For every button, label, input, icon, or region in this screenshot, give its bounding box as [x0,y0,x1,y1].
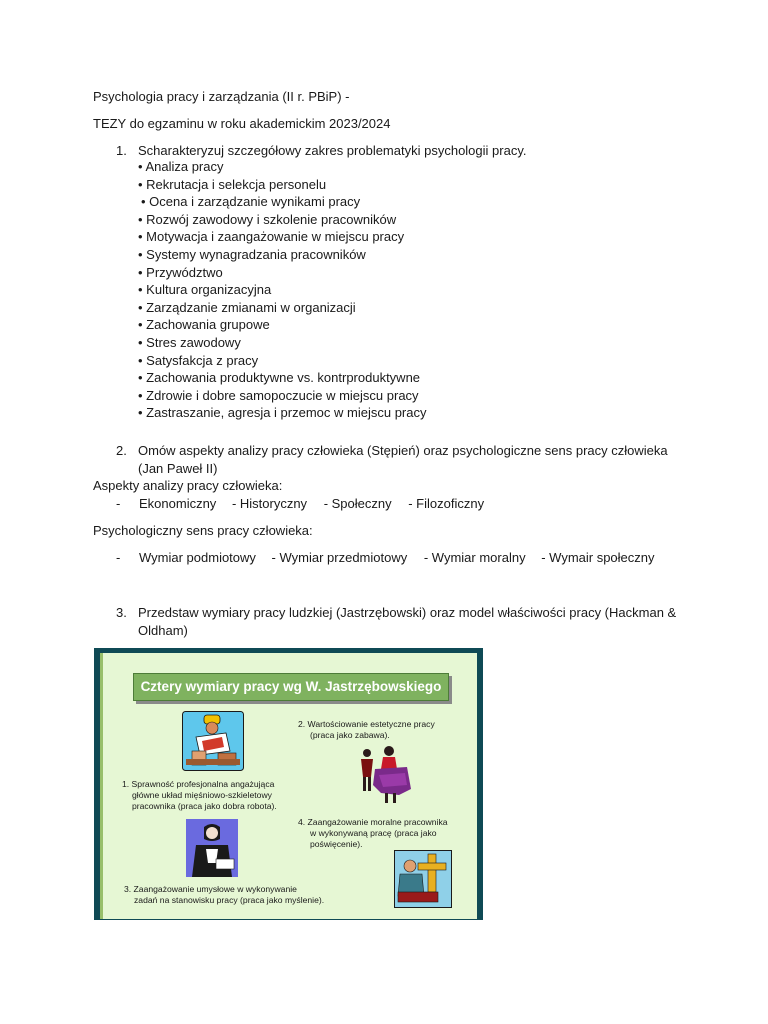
list-item: • Motywacja i zaangażowanie w miejscu pracy [138,229,405,245]
list-item: • Kultura organizacyjna [138,282,272,298]
aspect-item: - Filozoficzny [408,496,485,511]
aspect-item: - Społeczny [323,496,392,511]
figure-side-stripe [100,653,103,919]
question-3-line-1: Przedstaw wymiary pracy ludzkiej (Jastrzębowski) oraz model właściwości pracy (Hackman & [138,605,677,620]
thinker-clipart-icon [186,819,238,877]
list-item: • Stres zawodowy [138,334,241,350]
sense-heading: Psychologiczny sens pracy człowieka: [93,523,313,538]
jastrzebowski-figure [94,648,483,920]
figure-dimension-4-line: poświęcenie). [310,838,363,849]
figure-dimension-2-line: (praca jako zabawa). [310,729,390,740]
figure-dimension-1 [122,779,277,811]
list-item: • Rekrutacja i selekcja personelu [138,176,327,192]
question-1-text: Scharakteryzuj szczegółowy zakres problematyki psychologii pracy. [138,143,527,158]
aspects-row [139,495,484,513]
list-item: • Rozwój zawodowy i szkolenie pracowników [138,211,397,227]
question-1-bullet-list [138,158,426,422]
figure-dimension-4-line: w wykonywaną pracę (praca jako [310,827,437,838]
dancers-clipart-icon [355,745,415,807]
sense-item: - Wymiar moralny [423,550,526,565]
figure-dimension-1-line: pracownika (praca jako dobra robota). [132,800,277,811]
figure-dimension-3 [124,884,324,906]
figure-dimension-4-line: 4. Zaangażowanie moralne pracownika [298,817,448,827]
list-item: • Ocena i zarządzanie wynikami pracy [141,194,361,210]
question-3-line-2: Oldham) [138,623,188,638]
sense-item: - Wymair społeczny [541,550,655,565]
figure-slide [100,653,477,919]
aspect-item: Ekonomiczny [139,496,217,511]
list-item: • Zachowania produktywne vs. kontrproduktywne [138,370,421,386]
list-item: • Zastraszanie, agresja i przemoc w miejscu pracy [138,405,427,421]
question-2-line-2: (Jan Paweł II) [138,461,218,476]
aspects-heading: Aspekty analizy pracy człowieka: [93,478,283,493]
worker-clipart-icon [182,711,244,771]
document-subtitle: TEZY do egzaminu w roku akademickim 2023/2024 [93,116,391,131]
list-item: • Analiza pracy [138,159,224,174]
cross-clipart-icon [394,850,452,908]
aspect-item: - Historyczny [231,496,308,511]
list-item: • Satysfakcja z pracy [138,352,259,368]
figure-dimension-3-line: 3. Zaangażowanie umysłowe w wykonywanie [124,884,297,894]
figure-dimension-1-line: 1. Sprawność profesjonalna angażująca [122,779,275,789]
list-item: • Zdrowie i dobre samopoczucie w miejscu pracy [138,387,419,403]
list-item: • Systemy wynagradzania pracowników [138,246,366,262]
figure-dimension-3-line: zadań na stanowisku pracy (praca jako myślenie). [134,894,325,905]
figure-title: Cztery wymiary pracy wg W. Jastrzębowskiego [133,673,449,701]
list-item: • Przywództwo [138,264,223,280]
sense-item: - Wymiar przedmiotowy [271,550,408,565]
sense-dash: - [116,550,121,565]
list-item: • Zarządzanie zmianami w organizacji [138,299,356,315]
document-title: Psychologia pracy i zarządzania (II r. PBiP) - [93,89,350,104]
question-1-number: 1. [116,143,127,158]
aspects-dash: - [116,496,121,511]
question-2-line-1: Omów aspekty analizy pracy człowieka (Stępień) oraz psychologiczne sens pracy człowieka [138,443,668,458]
figure-dimension-2 [298,719,435,741]
list-item: • Zachowania grupowe [138,317,270,333]
sense-item: Wymiar podmiotowy [139,550,256,565]
question-2-number: 2. [116,443,127,458]
sense-row [139,549,655,567]
question-3-number: 3. [116,605,127,620]
figure-dimension-1-line: główne układ mięśniowo-szkieletowy [132,789,272,800]
figure-dimension-4 [298,817,448,849]
figure-dimension-2-line: 2. Wartościowanie estetyczne pracy [298,719,435,729]
